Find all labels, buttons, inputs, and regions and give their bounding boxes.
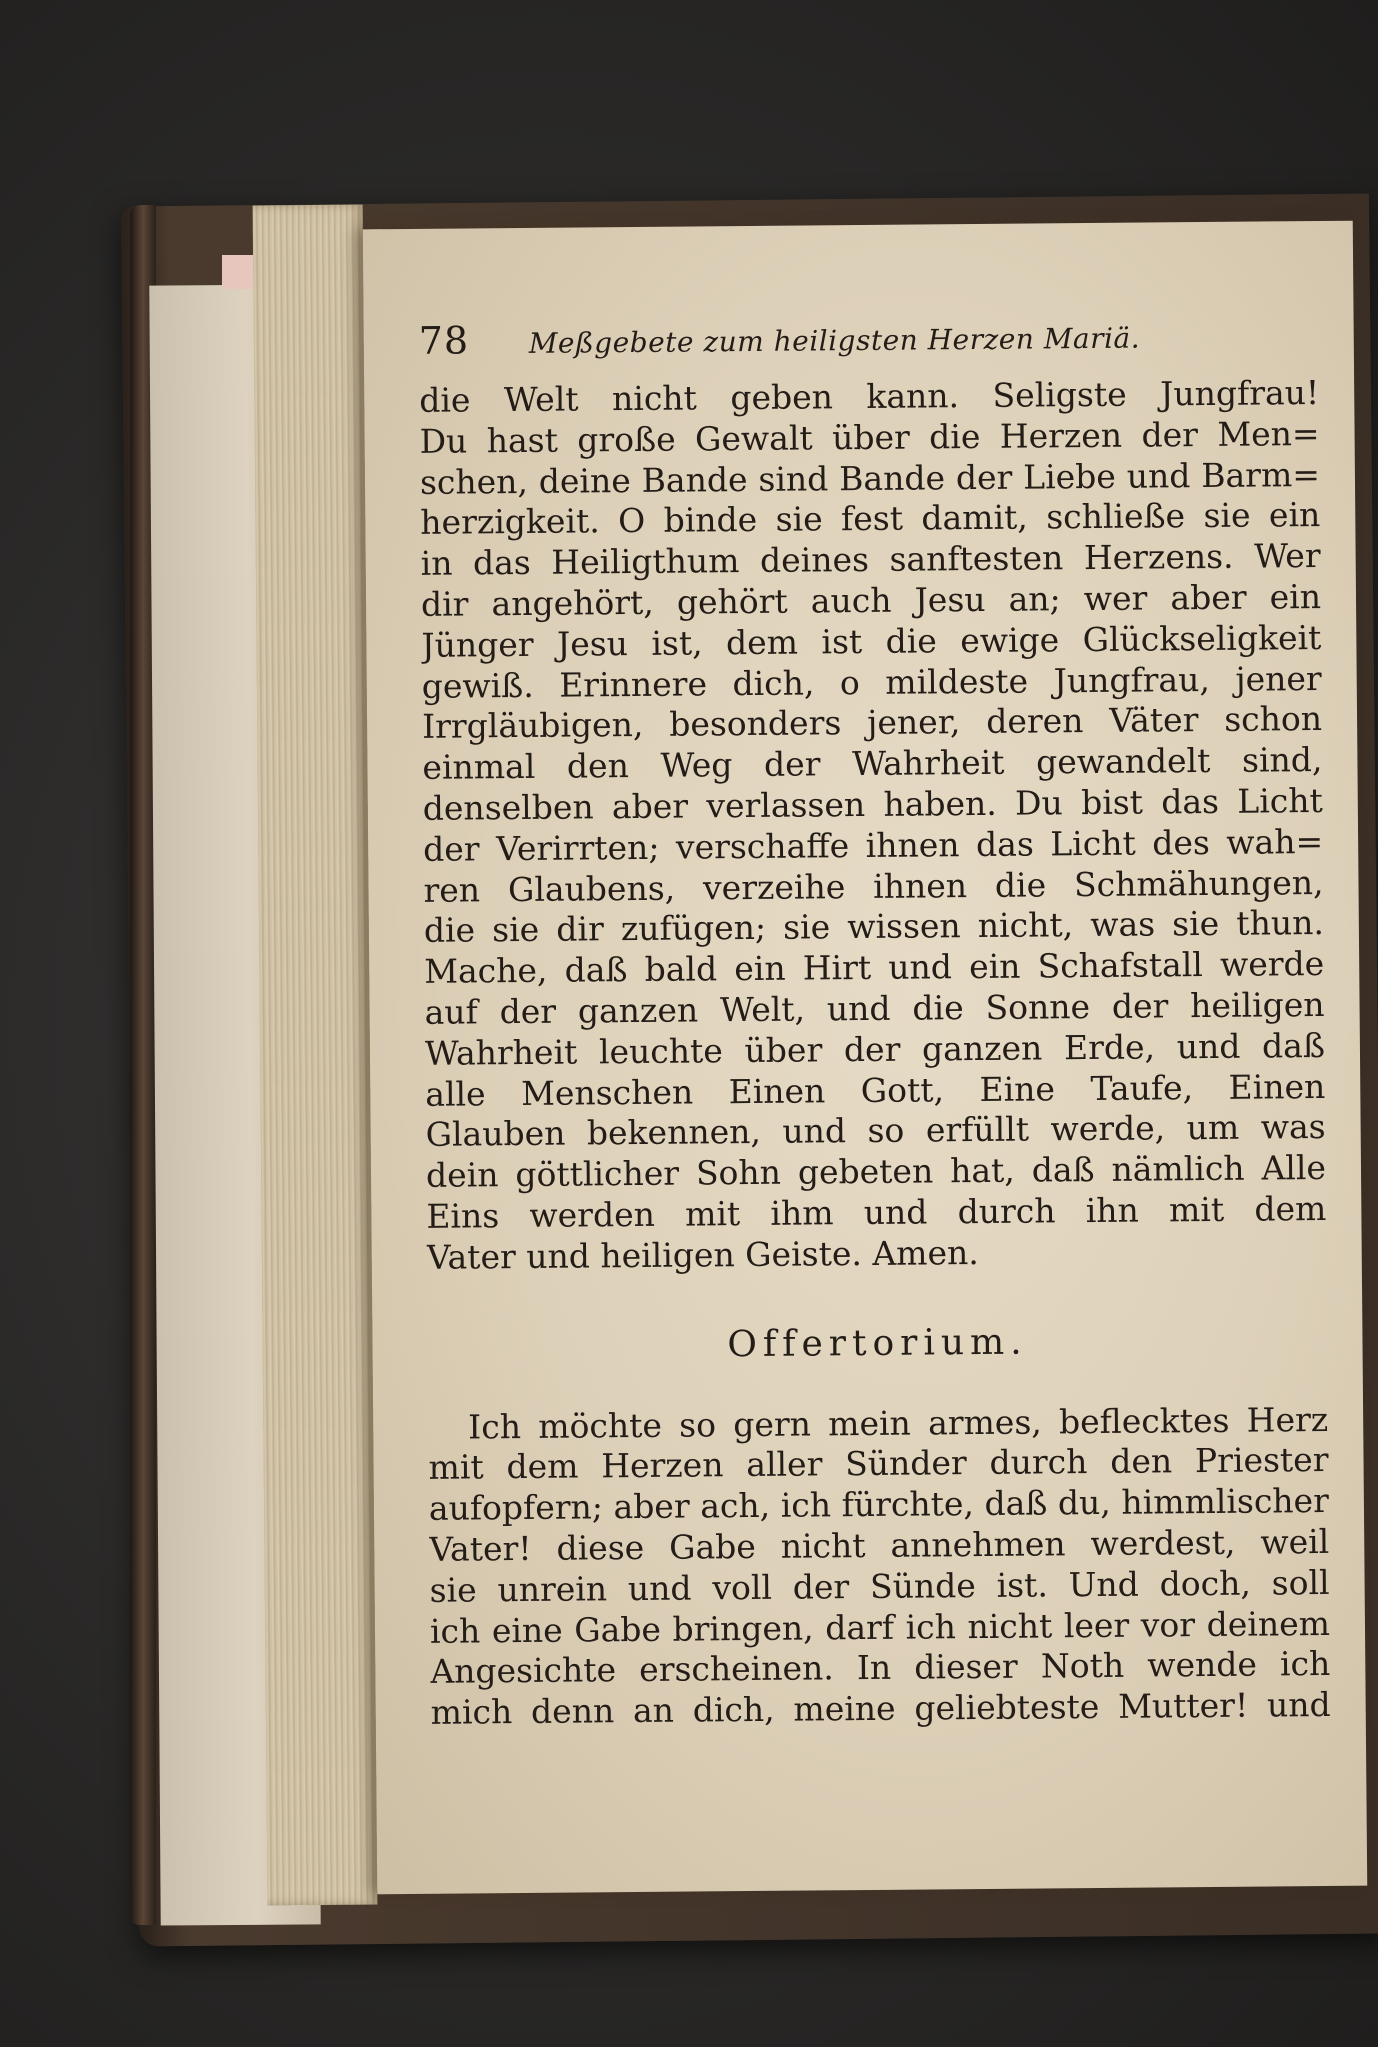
text-line: Vater und heiligen Geiste. Amen. bbox=[426, 1232, 979, 1277]
text-line: herzigkeit. O binde sie fest damit, schließe sie ein bbox=[420, 495, 1321, 543]
text-line: ren Glaubens, verzeihe ihnen die Schmähungen, bbox=[423, 862, 1324, 910]
text-line: ich eine Gabe bringen, darf ich nicht leer vor deinem bbox=[429, 1603, 1331, 1651]
page-content bbox=[419, 311, 1331, 1734]
bookmark-edge bbox=[222, 255, 254, 289]
text-line: auf der ganzen Welt, und die Sonne der heiligen bbox=[424, 984, 1325, 1032]
text-line: einmal den Weg der Wahrheit gewandelt sind, bbox=[422, 740, 1323, 788]
text-line: sie unrein und voll der Sünde ist. Und doch, soll bbox=[429, 1562, 1330, 1610]
text-line: aufopfern; aber ach, ich fürchte, daß du, himmlischer bbox=[428, 1481, 1330, 1528]
offertory-paragraph bbox=[428, 1400, 1331, 1734]
text-line: in das Heiligthum deines sanftesten Herzens. Wer bbox=[420, 536, 1321, 584]
page-header bbox=[419, 311, 1319, 363]
text-line: gewiß. Erinnere dich, o mildeste Jungfrau, jener bbox=[421, 658, 1322, 706]
page-number: 78 bbox=[418, 318, 470, 363]
text-line: Vater! diese Gabe nicht annehmen werdest, weil bbox=[429, 1521, 1330, 1569]
text-line: mich denn an dich, meine geliebteste Mutter! und bbox=[430, 1685, 1331, 1732]
text-line: alle Menschen Einen Gott, Eine Taufe, Einen bbox=[425, 1066, 1326, 1114]
prayer-paragraph bbox=[419, 373, 1327, 1278]
text-line: Mache, daß bald ein Hirt und ein Schafstall werde bbox=[424, 944, 1325, 991]
text-line: Jünger Jesu ist, dem ist die ewige Glückseligkeit bbox=[421, 617, 1322, 665]
text-line: denselben aber verlassen haben. Du bist das Licht bbox=[422, 780, 1323, 828]
text-line: Irrgläubigen, besonders jener, deren Väter schon bbox=[421, 699, 1323, 747]
text-line: dir angehört, gehört auch Jesu an; wer aber ein bbox=[420, 576, 1322, 624]
text-line: Angesichte erscheinen. In dieser Noth wende ich bbox=[430, 1644, 1331, 1692]
book-page bbox=[363, 221, 1367, 1895]
text-line: die sie dir zufügen; sie wissen nicht, was sie thun. bbox=[423, 903, 1325, 951]
running-head: Meßgebete zum heiligsten Herzen Mariä. bbox=[528, 321, 1141, 360]
text-line: Du hast große Gewalt über die Herzen der Men= bbox=[419, 413, 1320, 461]
text-line: der Verirrten; verschaffe ihnen das Licht des wah= bbox=[422, 821, 1324, 869]
page-edges bbox=[253, 205, 378, 1906]
text-line: dein göttlicher Sohn gebeten hat, daß nämlich Alle bbox=[425, 1148, 1327, 1195]
text-line: die Welt nicht geben kann. Seligste Jungfrau! bbox=[419, 373, 1320, 420]
text-line: Eins werden mit ihm und durch ihn mit dem bbox=[426, 1188, 1327, 1236]
text-line: Wahrheit leuchte über der ganzen Erde, und daß bbox=[424, 1025, 1326, 1073]
text-line: schen, deine Bande sind Bande der Liebe und Barm= bbox=[419, 454, 1321, 502]
text-line: mit dem Herzen aller Sünder durch den Priester bbox=[428, 1440, 1329, 1488]
text-line: Ich möchte so gern mein armes, beflecktes Herz bbox=[468, 1399, 1329, 1447]
text-line: Glauben bekennen, und so erfüllt werde, um was bbox=[425, 1107, 1326, 1155]
section-title: Offertorium. bbox=[727, 1321, 1028, 1365]
